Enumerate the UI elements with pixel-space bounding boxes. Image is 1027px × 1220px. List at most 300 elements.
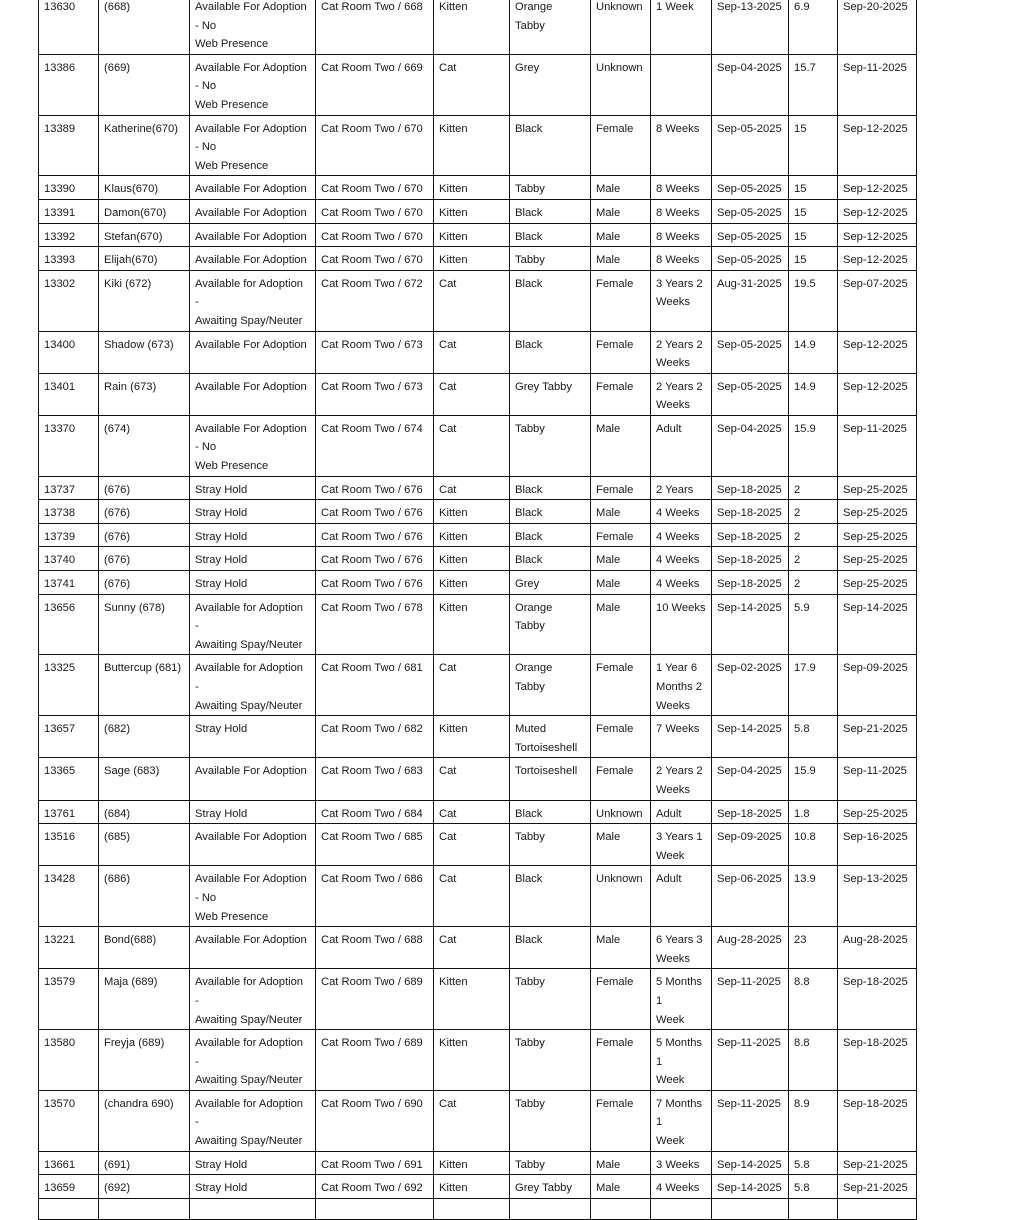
due-date-cell: Sep-25-2025 [838,571,917,595]
animal-id-cell: 13739 [39,523,99,547]
due-date-cell: Sep-25-2025 [838,500,917,524]
color-cell: Black [510,927,591,969]
days-in-care-cell: 5.8 [789,716,838,758]
animal-id-cell: 13390 [39,176,99,200]
age-cell: 4 Weeks [651,547,712,571]
table-row [39,199,917,223]
animal-name-cell: (682) [99,716,190,758]
sex-cell [591,1198,651,1219]
days-in-care-cell: 8.8 [789,969,838,1030]
type-cell: Kitten [434,547,510,571]
days-in-care-cell: 15 [789,115,838,176]
table-row [39,800,917,824]
days-in-care-cell [789,1198,838,1219]
animal-name-cell: Sunny (678) [99,594,190,655]
animal-name-cell: Klaus(670) [99,176,190,200]
animal-id-cell: 13221 [39,927,99,969]
animal-name-cell: (686) [99,866,190,927]
type-cell: Kitten [434,500,510,524]
table-row [39,176,917,200]
days-in-care-cell: 1.8 [789,800,838,824]
age-cell: 5 Months 1 Week [651,1030,712,1091]
table-row [39,331,917,373]
location-cell: Cat Room Two / 682 [316,716,434,758]
age-cell: 2 Years 2 Weeks [651,758,712,800]
intake-date-cell: Sep-18-2025 [712,476,789,500]
location-cell: Cat Room Two / 669 [316,54,434,115]
type-cell: Cat [434,824,510,866]
due-date-cell: Sep-20-2025 [838,0,917,54]
animal-id-cell: 13737 [39,476,99,500]
table-row [39,547,917,571]
days-in-care-cell: 15 [789,199,838,223]
animal-name-cell: (692) [99,1175,190,1199]
animal-id-cell: 13580 [39,1030,99,1091]
status-cell: Available For Adoption [190,223,316,247]
color-cell: Grey Tabby [510,373,591,415]
type-cell: Cat [434,270,510,331]
days-in-care-cell: 14.9 [789,373,838,415]
type-cell: Cat [434,927,510,969]
status-cell: Stray Hold [190,800,316,824]
table-row [39,270,917,331]
status-cell: Available For Adoption [190,331,316,373]
table-row [39,1175,917,1199]
type-cell: Kitten [434,115,510,176]
age-cell: 4 Weeks [651,571,712,595]
color-cell: Black [510,547,591,571]
due-date-cell: Sep-14-2025 [838,594,917,655]
location-cell: Cat Room Two / 668 [316,0,434,54]
location-cell: Cat Room Two / 691 [316,1151,434,1175]
age-cell: 8 Weeks [651,223,712,247]
table-row [39,594,917,655]
animal-id-cell: 13428 [39,866,99,927]
intake-date-cell: Sep-14-2025 [712,716,789,758]
table-row [39,1090,917,1151]
intake-date-cell: Sep-05-2025 [712,199,789,223]
status-cell: Stray Hold [190,571,316,595]
animal-name-cell: (691) [99,1151,190,1175]
location-cell [316,1198,434,1219]
status-cell: Available for Adoption - Awaiting Spay/Neuter [190,969,316,1030]
type-cell: Cat [434,655,510,716]
type-cell: Cat [434,476,510,500]
due-date-cell: Sep-09-2025 [838,655,917,716]
location-cell: Cat Room Two / 670 [316,176,434,200]
location-cell: Cat Room Two / 692 [316,1175,434,1199]
days-in-care-cell: 15.7 [789,54,838,115]
animal-id-cell: 13761 [39,800,99,824]
status-cell: Available For Adoption [190,373,316,415]
due-date-cell: Sep-21-2025 [838,716,917,758]
age-cell: 3 Years 2 Weeks [651,270,712,331]
days-in-care-cell: 15 [789,247,838,271]
table-row [39,54,917,115]
sex-cell: Unknown [591,54,651,115]
sex-cell: Female [591,331,651,373]
sex-cell: Male [591,594,651,655]
status-cell: Available For Adoption - No Web Presence [190,866,316,927]
color-cell: Black [510,199,591,223]
intake-date-cell: Sep-02-2025 [712,655,789,716]
color-cell: Black [510,223,591,247]
age-cell: 7 Weeks [651,716,712,758]
days-in-care-cell: 15 [789,176,838,200]
due-date-cell: Sep-21-2025 [838,1151,917,1175]
status-cell: Available for Adoption - Awaiting Spay/Neuter [190,1030,316,1091]
location-cell: Cat Room Two / 670 [316,247,434,271]
age-cell: 4 Weeks [651,1175,712,1199]
intake-date-cell: Sep-13-2025 [712,0,789,54]
due-date-cell: Sep-25-2025 [838,476,917,500]
color-cell: Black [510,866,591,927]
days-in-care-cell: 2 [789,500,838,524]
type-cell: Cat [434,800,510,824]
type-cell: Cat [434,331,510,373]
animal-id-cell: 13365 [39,758,99,800]
type-cell: Kitten [434,1151,510,1175]
due-date-cell: Sep-12-2025 [838,176,917,200]
animal-name-cell: Freyja (689) [99,1030,190,1091]
age-cell: 7 Months 1 Week [651,1090,712,1151]
status-cell: Available for Adoption - Awaiting Spay/Neuter [190,1090,316,1151]
color-cell: Tabby [510,247,591,271]
animal-name-cell: Damon(670) [99,199,190,223]
intake-date-cell: Sep-04-2025 [712,415,789,476]
table-row [39,927,917,969]
days-in-care-cell: 10.8 [789,824,838,866]
status-cell: Available For Adoption [190,824,316,866]
location-cell: Cat Room Two / 676 [316,476,434,500]
age-cell: 3 Years 1 Week [651,824,712,866]
days-in-care-cell: 6.9 [789,0,838,54]
color-cell: Tabby [510,415,591,476]
animal-id-cell: 13389 [39,115,99,176]
status-cell: Available For Adoption [190,758,316,800]
location-cell: Cat Room Two / 676 [316,571,434,595]
animal-id-cell: 13659 [39,1175,99,1199]
age-cell: 2 Years 2 Weeks [651,373,712,415]
intake-date-cell: Sep-05-2025 [712,223,789,247]
age-cell: 4 Weeks [651,523,712,547]
intake-date-cell: Sep-11-2025 [712,969,789,1030]
table-row [39,758,917,800]
location-cell: Cat Room Two / 676 [316,523,434,547]
table-row [39,476,917,500]
animal-name-cell [99,1198,190,1219]
sex-cell: Male [591,176,651,200]
status-cell: Available for Adoption - Awaiting Spay/Neuter [190,594,316,655]
status-cell: Stray Hold [190,716,316,758]
animal-id-cell: 13741 [39,571,99,595]
sex-cell: Female [591,1090,651,1151]
animal-name-cell: (676) [99,547,190,571]
type-cell: Cat [434,54,510,115]
color-cell: Tabby [510,1090,591,1151]
due-date-cell: Sep-12-2025 [838,199,917,223]
intake-date-cell: Sep-18-2025 [712,571,789,595]
status-cell: Available For Adoption [190,199,316,223]
location-cell: Cat Room Two / 673 [316,331,434,373]
animal-name-cell: Sage (683) [99,758,190,800]
animal-id-cell: 13740 [39,547,99,571]
type-cell: Cat [434,373,510,415]
due-date-cell: Sep-18-2025 [838,969,917,1030]
intake-date-cell [712,1198,789,1219]
age-cell: 2 Years [651,476,712,500]
location-cell: Cat Room Two / 670 [316,223,434,247]
animal-id-cell: 13302 [39,270,99,331]
intake-date-cell: Sep-14-2025 [712,1151,789,1175]
sex-cell: Male [591,927,651,969]
location-cell: Cat Room Two / 670 [316,115,434,176]
color-cell: Black [510,500,591,524]
days-in-care-cell: 15.9 [789,758,838,800]
due-date-cell: Sep-21-2025 [838,1175,917,1199]
animal-name-cell: (676) [99,571,190,595]
location-cell: Cat Room Two / 689 [316,969,434,1030]
animal-name-cell: (674) [99,415,190,476]
color-cell: Black [510,331,591,373]
location-cell: Cat Room Two / 686 [316,866,434,927]
location-cell: Cat Room Two / 683 [316,758,434,800]
age-cell: Adult [651,415,712,476]
intake-date-cell: Sep-18-2025 [712,523,789,547]
color-cell: Tabby [510,1030,591,1091]
animal-name-cell: Katherine(670) [99,115,190,176]
animal-name-cell: Shadow (673) [99,331,190,373]
animal-name-cell: (676) [99,500,190,524]
animal-name-cell: Maja (689) [99,969,190,1030]
sex-cell: Female [591,758,651,800]
status-cell: Available For Adoption - No Web Presence [190,54,316,115]
animal-id-cell: 13400 [39,331,99,373]
sex-cell: Female [591,270,651,331]
days-in-care-cell: 2 [789,523,838,547]
location-cell: Cat Room Two / 689 [316,1030,434,1091]
table-row [39,655,917,716]
table-row [39,969,917,1030]
animal-name-cell: Elijah(670) [99,247,190,271]
intake-date-cell: Sep-18-2025 [712,500,789,524]
sex-cell: Female [591,969,651,1030]
due-date-cell: Sep-18-2025 [838,1030,917,1091]
table-row [39,866,917,927]
location-cell: Cat Room Two / 676 [316,547,434,571]
animal-name-cell: Bond(688) [99,927,190,969]
age-cell [651,1198,712,1219]
location-cell: Cat Room Two / 670 [316,199,434,223]
location-cell: Cat Room Two / 684 [316,800,434,824]
intake-date-cell: Sep-11-2025 [712,1030,789,1091]
age-cell: 8 Weeks [651,247,712,271]
animal-id-cell: 13386 [39,54,99,115]
intake-date-cell: Sep-06-2025 [712,866,789,927]
animal-id-cell: 13370 [39,415,99,476]
table-row [39,223,917,247]
age-cell: 8 Weeks [651,115,712,176]
days-in-care-cell: 17.9 [789,655,838,716]
location-cell: Cat Room Two / 676 [316,500,434,524]
status-cell: Stray Hold [190,523,316,547]
animal-name-cell: (chandra 690) [99,1090,190,1151]
animal-id-cell [39,1198,99,1219]
animal-id-cell: 13392 [39,223,99,247]
age-cell: 4 Weeks [651,500,712,524]
days-in-care-cell: 2 [789,571,838,595]
color-cell: Tabby [510,824,591,866]
animal-inventory-table [38,0,917,1220]
type-cell: Kitten [434,0,510,54]
location-cell: Cat Room Two / 672 [316,270,434,331]
due-date-cell: Sep-12-2025 [838,223,917,247]
table-row [39,415,917,476]
due-date-cell: Sep-12-2025 [838,373,917,415]
status-cell: Available for Adoption - Awaiting Spay/Neuter [190,655,316,716]
age-cell: 5 Months 1 Week [651,969,712,1030]
location-cell: Cat Room Two / 674 [316,415,434,476]
status-cell: Available For Adoption [190,176,316,200]
sex-cell: Male [591,199,651,223]
table-row [39,1030,917,1091]
due-date-cell: Sep-11-2025 [838,415,917,476]
sex-cell: Unknown [591,0,651,54]
type-cell: Kitten [434,223,510,247]
type-cell: Kitten [434,523,510,547]
sex-cell: Male [591,500,651,524]
location-cell: Cat Room Two / 690 [316,1090,434,1151]
animal-id-cell: 13570 [39,1090,99,1151]
color-cell: Orange Tabby [510,0,591,54]
sex-cell: Male [591,415,651,476]
animal-id-cell: 13393 [39,247,99,271]
intake-date-cell: Sep-11-2025 [712,1090,789,1151]
type-cell: Kitten [434,247,510,271]
due-date-cell: Sep-13-2025 [838,866,917,927]
type-cell: Cat [434,758,510,800]
table-row [39,716,917,758]
animal-id-cell: 13630 [39,0,99,54]
type-cell: Kitten [434,571,510,595]
due-date-cell: Sep-07-2025 [838,270,917,331]
type-cell: Kitten [434,176,510,200]
sex-cell: Unknown [591,866,651,927]
intake-date-cell: Sep-05-2025 [712,176,789,200]
age-cell: 8 Weeks [651,176,712,200]
intake-date-cell: Sep-18-2025 [712,547,789,571]
age-cell [651,54,712,115]
animal-id-cell: 13661 [39,1151,99,1175]
type-cell: Kitten [434,594,510,655]
intake-date-cell: Sep-05-2025 [712,331,789,373]
animal-name-cell: Stefan(670) [99,223,190,247]
animal-id-cell: 13325 [39,655,99,716]
color-cell: Grey [510,54,591,115]
animal-name-cell: (668) [99,0,190,54]
days-in-care-cell: 14.9 [789,331,838,373]
table-row [39,500,917,524]
age-cell: Adult [651,866,712,927]
age-cell: 1 Year 6 Months 2 Weeks [651,655,712,716]
animal-id-cell: 13391 [39,199,99,223]
status-cell: Available For Adoption - No Web Presence [190,0,316,54]
days-in-care-cell: 23 [789,927,838,969]
intake-date-cell: Sep-18-2025 [712,800,789,824]
intake-date-cell: Sep-05-2025 [712,373,789,415]
days-in-care-cell: 8.9 [789,1090,838,1151]
age-cell: 2 Years 2 Weeks [651,331,712,373]
location-cell: Cat Room Two / 685 [316,824,434,866]
table-row [39,115,917,176]
table-row [39,0,917,54]
status-cell: Stray Hold [190,1151,316,1175]
animal-id-cell: 13579 [39,969,99,1030]
status-cell: Available For Adoption [190,247,316,271]
type-cell: Kitten [434,1175,510,1199]
days-in-care-cell: 2 [789,476,838,500]
color-cell: Tabby [510,1151,591,1175]
animal-id-cell: 13401 [39,373,99,415]
status-cell: Available for Adoption - Awaiting Spay/Neuter [190,270,316,331]
sex-cell: Male [591,547,651,571]
sex-cell: Female [591,523,651,547]
status-cell: Available For Adoption - No Web Presence [190,115,316,176]
days-in-care-cell: 8.8 [789,1030,838,1091]
sex-cell: Male [591,247,651,271]
age-cell: 6 Years 3 Weeks [651,927,712,969]
age-cell: 10 Weeks [651,594,712,655]
color-cell: Black [510,270,591,331]
status-cell: Stray Hold [190,476,316,500]
color-cell: Orange Tabby [510,594,591,655]
color-cell: Black [510,115,591,176]
status-cell: Available For Adoption - No Web Presence [190,415,316,476]
due-date-cell: Sep-11-2025 [838,758,917,800]
animal-name-cell: (676) [99,476,190,500]
days-in-care-cell: 5.8 [789,1175,838,1199]
due-date-cell: Sep-25-2025 [838,800,917,824]
animal-id-cell: 13516 [39,824,99,866]
animal-name-cell: Rain (673) [99,373,190,415]
table-row [39,824,917,866]
sex-cell: Male [591,571,651,595]
status-cell: Stray Hold [190,547,316,571]
sex-cell: Female [591,373,651,415]
sex-cell: Female [591,1030,651,1091]
age-cell: Adult [651,800,712,824]
days-in-care-cell: 2 [789,547,838,571]
sex-cell: Female [591,476,651,500]
animal-name-cell: (669) [99,54,190,115]
due-date-cell: Sep-12-2025 [838,331,917,373]
location-cell: Cat Room Two / 673 [316,373,434,415]
color-cell: Tabby [510,969,591,1030]
animal-id-cell: 13738 [39,500,99,524]
animal-name-cell: (685) [99,824,190,866]
intake-date-cell: Sep-14-2025 [712,594,789,655]
status-cell [190,1198,316,1219]
sex-cell: Male [591,223,651,247]
due-date-cell: Aug-28-2025 [838,927,917,969]
due-date-cell: Sep-11-2025 [838,54,917,115]
due-date-cell: Sep-18-2025 [838,1090,917,1151]
sex-cell: Unknown [591,800,651,824]
sex-cell: Female [591,716,651,758]
animal-name-cell: Kiki (672) [99,270,190,331]
table-row [39,571,917,595]
color-cell: Black [510,476,591,500]
